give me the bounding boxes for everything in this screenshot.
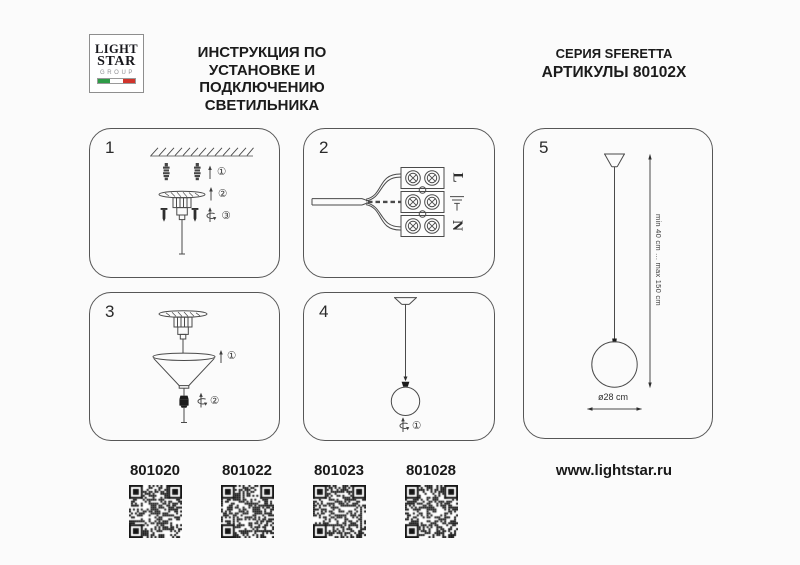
lamp-holder-drawing: [402, 382, 410, 387]
diagram-ceiling-mounting: [90, 129, 279, 277]
step-number: 5: [539, 138, 549, 157]
panel-step-2: [303, 128, 495, 278]
page-title: [150, 44, 374, 114]
step-number: 4: [319, 302, 329, 321]
series-articles: АРТИКУЛЫ 80102X: [541, 64, 687, 81]
article-number: 801023: [313, 462, 365, 479]
cone-canopy-drawing: [604, 154, 625, 167]
cone-canopy-drawing: [153, 353, 215, 396]
mounting-plate-drawing: [159, 191, 205, 254]
mounting-plate-drawing: [159, 311, 207, 353]
cable-drawing: [312, 174, 402, 230]
article-column: [123, 462, 187, 543]
arrow-up-icon: [219, 350, 223, 363]
step-marker-1: ①: [412, 419, 422, 432]
panel-step-3: [89, 292, 280, 441]
screw-icon: [192, 208, 199, 222]
qr-code-icon: [221, 485, 274, 538]
website-text: www.lightstar.ru: [555, 462, 673, 479]
rotate-icon: [198, 393, 207, 408]
cord-grip-drawing: [179, 396, 188, 408]
diameter-label: ø28 cm: [598, 392, 629, 402]
article-number: 801028: [405, 462, 457, 479]
step-marker-2: ②: [218, 188, 228, 200]
arrow-up-icon: [208, 166, 212, 180]
logo-text-star: STAR: [97, 54, 136, 69]
step-marker-1: ①: [227, 350, 237, 362]
italian-flag-stripe: [97, 78, 136, 84]
step-marker-3: ③: [221, 209, 231, 222]
screw-icon: [161, 208, 168, 222]
step-number: 1: [105, 138, 115, 157]
arrow-up-icon: [209, 187, 213, 201]
qr-code-icon: [129, 485, 182, 538]
article-column: [399, 462, 463, 543]
series-name: СЕРИЯ SFERETTA: [555, 46, 673, 61]
glass-sphere-drawing: [592, 342, 637, 387]
arrow-down-icon: [404, 377, 408, 382]
terminal-label-n: N: [448, 220, 465, 231]
qr-code-icon: [405, 485, 458, 538]
logo-text-light: LIGHT: [95, 42, 138, 56]
logo-text-group: GROUP: [99, 70, 135, 76]
article-number: 801022: [221, 462, 273, 479]
ceiling-hatch-icon: [150, 148, 254, 156]
step-marker-2: ②: [210, 395, 220, 407]
step-marker-1: ①: [217, 166, 227, 178]
article-column: [307, 462, 371, 543]
terminal-block-drawing: [401, 168, 444, 237]
cone-canopy-drawing: [394, 298, 417, 305]
ground-icon: [450, 197, 464, 211]
glass-sphere-drawing: [391, 387, 419, 415]
diagram-wiring-terminal: [304, 129, 494, 277]
article-column: [215, 462, 279, 543]
terminal-label-l: L: [449, 172, 466, 183]
diameter-dimension-arrow: [587, 407, 642, 410]
panel-step-4: [303, 292, 495, 441]
title-line-1: ИНСТРУКЦИЯ ПО УСТАНОВКЕ И: [197, 44, 327, 79]
height-dimension-arrow: [648, 154, 651, 388]
step-number: 3: [105, 302, 115, 321]
article-number: 801020: [129, 462, 181, 479]
rotate-icon: [207, 207, 216, 222]
panel-step-1: [89, 128, 280, 278]
height-range-label: min 40 cm ... max 150 cm: [654, 214, 663, 306]
lightstar-logo: [89, 34, 144, 93]
title-line-2: ПОДКЛЮЧЕНИЮ СВЕТИЛЬНИКА: [199, 79, 325, 114]
step-number: 2: [319, 138, 329, 157]
anchor-icon: [194, 163, 201, 180]
panel-dimensions: [523, 128, 713, 439]
series-block: [533, 46, 695, 82]
anchor-icon: [163, 163, 170, 180]
rotate-icon: [400, 417, 409, 432]
qr-code-icon: [313, 485, 366, 538]
diagram-sphere-attachment: [304, 293, 494, 440]
diagram-canopy-assembly: [90, 293, 279, 440]
